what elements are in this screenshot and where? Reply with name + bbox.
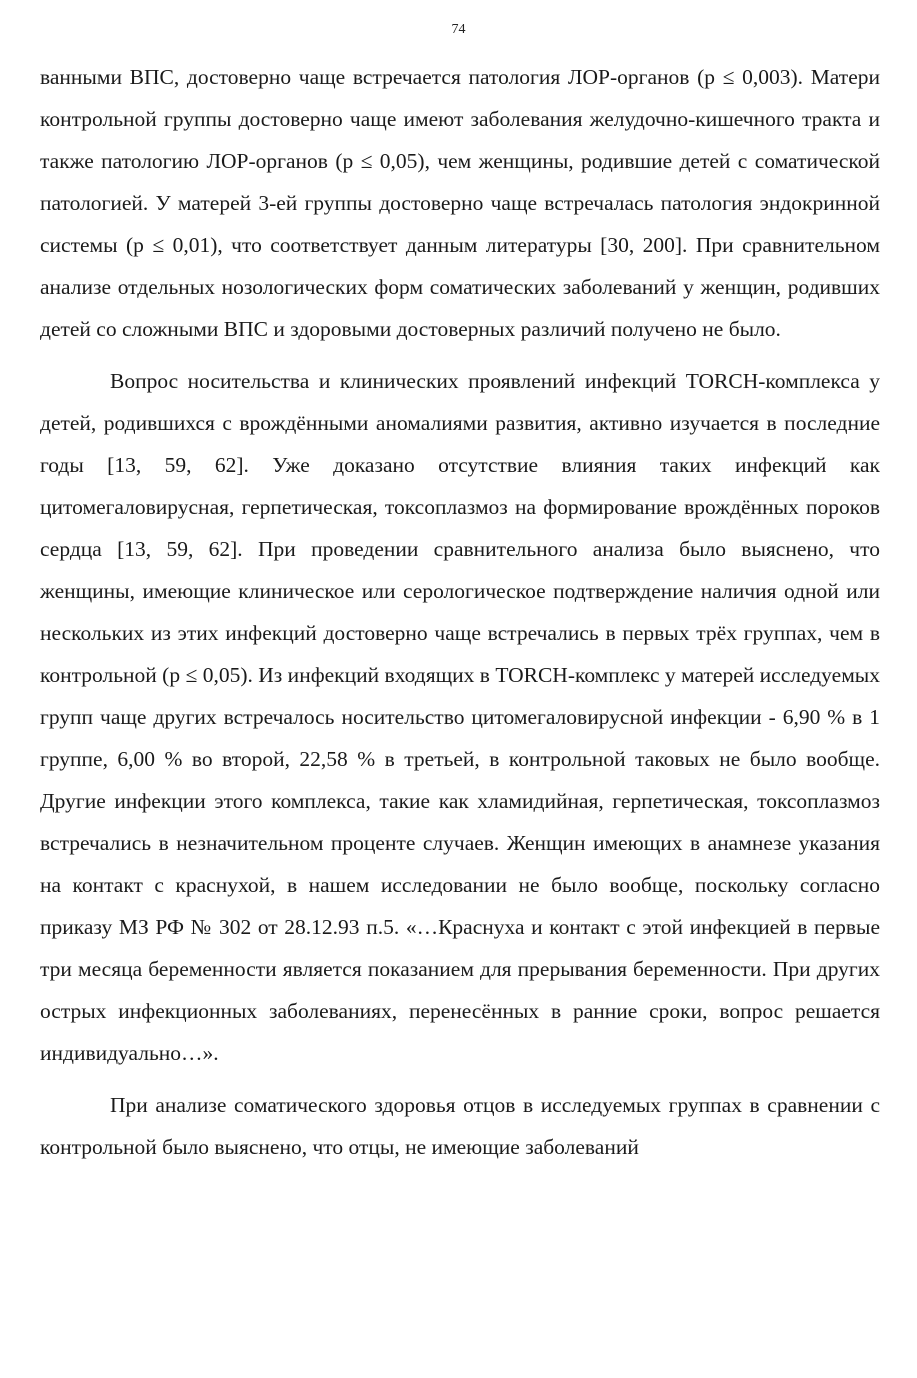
paragraph-continuation: ванными ВПС, достоверно чаще встречается патология ЛОР-органов (p ≤ 0,003). Матери контрольной группы достоверно чаще имеют заболевания желудочно-кишечного тракта и также патологию ЛОР-органов (p ≤ 0,05), чем женщины, родившие детей с соматической патологией. У матерей 3-ей группы достоверно чаще встречалась патология эндокринной системы (p ≤ 0,01), что соответствует данным литературы [30, 200]. При сравнительном анализе отдельных нозологических форм соматических заболеваний у женщин, родивших детей со сложными ВПС и здоровыми достоверных различий получено не было. xyxy=(40,65,880,341)
paragraph-fathers-health: При анализе соматического здоровья отцов в исследуемых группах в сравнении с контрольной было выяснено, что отцы, не имеющие заболеваний xyxy=(40,1093,880,1159)
body-text xyxy=(40,56,880,1168)
page-number: 74 xyxy=(451,22,466,37)
paragraph-torch-infections: Вопрос носительства и клинических проявлений инфекций TORCH-комплекса у детей, родившихся с врождёнными аномалиями развития, активно изучается в последние годы [13, 59, 62]. Уже доказано отсутствие влияния таких инфекций как цитомегаловирусная, герпетическая, токсоплазмоз на формирование врождённых пороков сердца [13, 59, 62]. При проведении сравнительного анализа было выяснено, что женщины, имеющие клиническое или серологическое подтверждение наличия одной или нескольких из этих инфекций достоверно чаще встречались в первых трёх группах, чем в контрольной (p ≤ 0,05). Из инфекций входящих в TORCH-комплекс у матерей исследуемых групп чаще других встречалось носительство цитомегаловирусной инфекции - 6,90 % в 1 группе, 6,00 % во второй, 22,58 % в третьей, в контрольной таковых не было вообще. Другие инфекции этого комплекса, такие как хламидийная, герпетическая, токсоплазмоз встречались в незначительном проценте случаев. Женщин имеющих в анамнезе указания на контакт с краснухой, в нашем исследовании не было вообще, поскольку согласно приказу МЗ РФ № 302 от 28.12.93 п.5. «…Краснуха и контакт с этой инфекцией в первые три месяца беременности является показанием для прерывания беременности. При других острых инфекционных заболеваниях, перенесённых в ранние сроки, вопрос решается индивидуально…». xyxy=(40,369,880,1065)
